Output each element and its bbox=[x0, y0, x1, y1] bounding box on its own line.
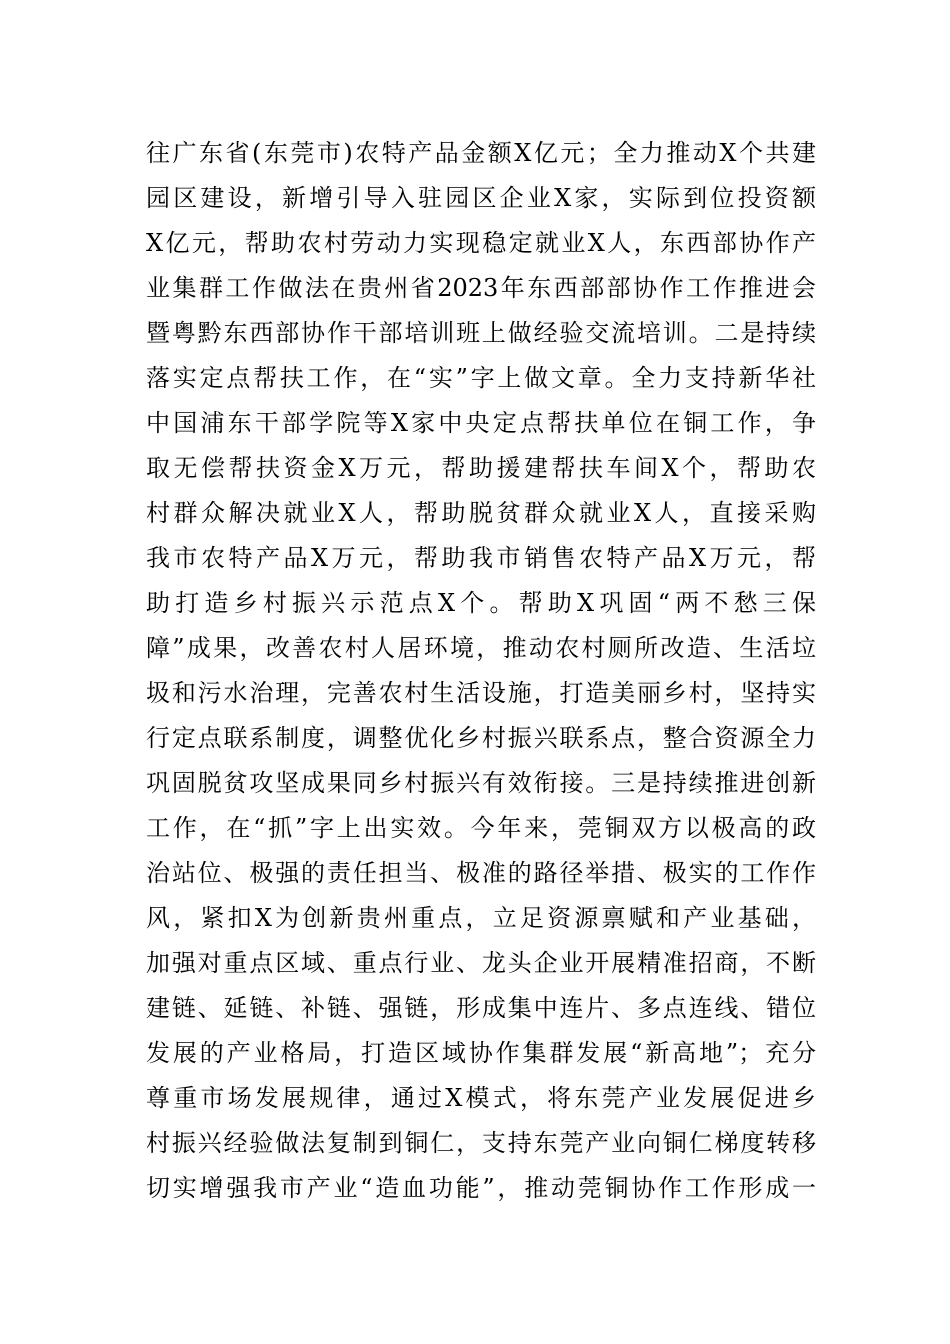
text-line: 工作，在“抓”字上出实效。今年来，莞铜双方以极高的政 bbox=[146, 814, 816, 842]
text-line: 取无偿帮扶资金X万元，帮助援建帮扶车间X个，帮助农 bbox=[146, 454, 816, 482]
text-line: 风，紧扣X为创新贵州重点，立足资源禀赋和产业基础， bbox=[146, 904, 816, 932]
text-line: 中国浦东干部学院等X家中央定点帮扶单位在铜工作，争 bbox=[146, 409, 816, 437]
text-line: 往广东省(东莞市)农特产品金额X亿元；全力推动X个共建 bbox=[146, 139, 816, 167]
text-line: 村群众解决就业X人，帮助脱贫群众就业X人，直接采购 bbox=[146, 499, 816, 527]
text-line: 落实定点帮扶工作，在“实”字上做文章。全力支持新华社 bbox=[146, 364, 816, 392]
text-line: X亿元，帮助农村劳动力实现稳定就业X人，东西部协作产 bbox=[146, 229, 816, 257]
text-line: 尊重市场发展规律，通过X模式，将东莞产业发展促进乡 bbox=[146, 1084, 816, 1112]
text-line: 发展的产业格局，打造区域协作集群发展“新高地”；充分 bbox=[146, 1039, 816, 1067]
text-line: 障”成果，改善农村人居环境，推动农村厕所改造、生活垃 bbox=[146, 634, 816, 662]
text-line: 我市农特产品X万元，帮助我市销售农特产品X万元，帮 bbox=[146, 544, 816, 572]
body-text bbox=[146, 131, 816, 1211]
text-line: 业集群工作做法在贵州省2023年东西部部协作工作推进会 bbox=[146, 274, 816, 302]
text-line: 园区建设，新增引导入驻园区企业X家，实际到位投资额 bbox=[146, 184, 816, 212]
text-line: 行定点联系制度，调整优化乡村振兴联系点，整合资源全力 bbox=[146, 724, 816, 752]
text-line: 助打造乡村振兴示范点X个。帮助X巩固“两不愁三保 bbox=[146, 589, 816, 617]
text-line: 加强对重点区域、重点行业、龙头企业开展精准招商，不断 bbox=[146, 949, 816, 977]
text-line: 切实增强我市产业“造血功能”，推动莞铜协作工作形成一 bbox=[146, 1174, 816, 1202]
text-line: 建链、延链、补链、强链，形成集中连片、多点连线、错位 bbox=[146, 994, 816, 1022]
text-line: 村振兴经验做法复制到铜仁，支持东莞产业向铜仁梯度转移 bbox=[146, 1129, 816, 1157]
text-line: 暨粤黔东西部协作干部培训班上做经验交流培训。二是持续 bbox=[146, 319, 816, 347]
text-line: 巩固脱贫攻坚成果同乡村振兴有效衔接。三是持续推进创新 bbox=[146, 769, 816, 797]
text-line: 圾和污水治理，完善农村生活设施，打造美丽乡村，坚持实 bbox=[146, 679, 816, 707]
text-line: 治站位、极强的责任担当、极准的路径举措、极实的工作作 bbox=[146, 859, 816, 887]
